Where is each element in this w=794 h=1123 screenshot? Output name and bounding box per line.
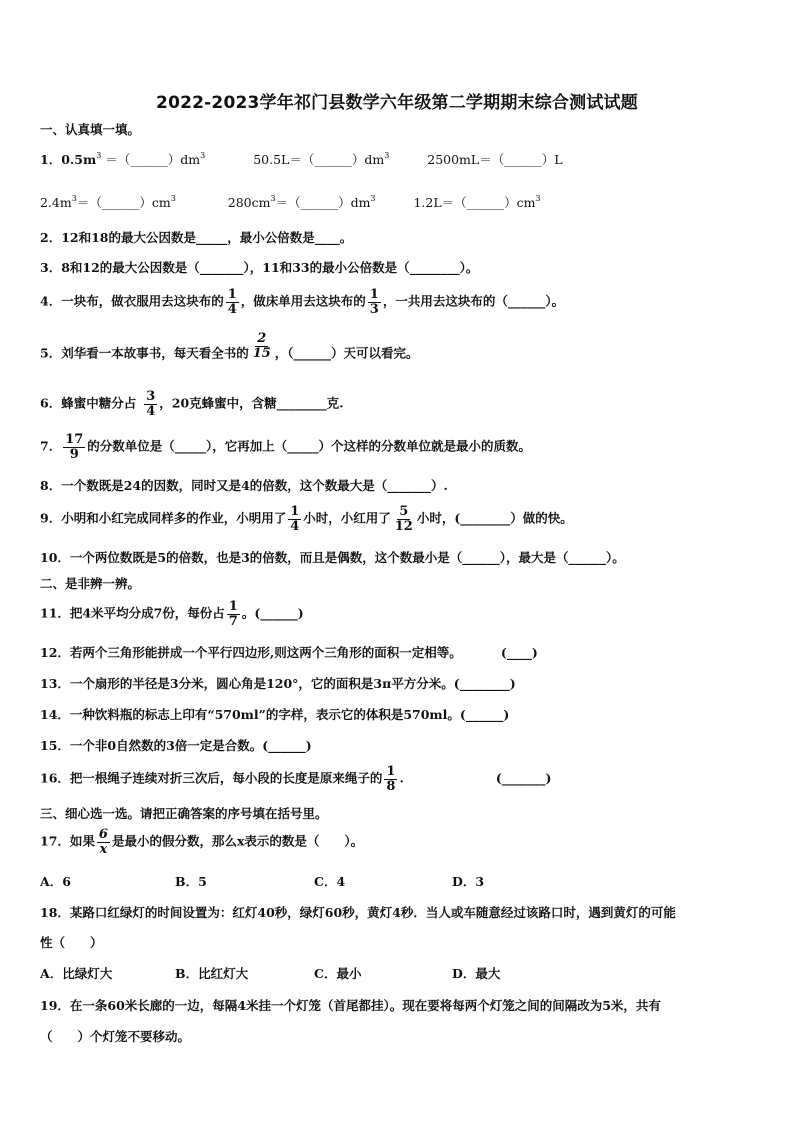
- q5-text-a: 5．刘华看一本故事书，每天看全书的: [40, 345, 249, 361]
- q4-fraction-1: [226, 288, 239, 316]
- q11-f-num: 1: [228, 599, 238, 614]
- question-1-row-1: [40, 152, 563, 167]
- q1-r2b-sup: 3: [270, 194, 276, 203]
- q17-option-c[interactable]: C．4: [314, 874, 346, 889]
- q9-f1-num: 1: [290, 504, 300, 519]
- q18-option-b[interactable]: B．比红灯大: [175, 966, 249, 981]
- q9-f1-den: 4: [290, 518, 300, 534]
- question-1-row-2: [40, 195, 541, 210]
- q1-r2a-sup: 3: [71, 194, 77, 203]
- section-1-heading: 一、认真填一填。: [40, 122, 141, 137]
- q17-f-num: 6: [98, 827, 108, 842]
- question-19-line-1: 19．在一条60米长廊的一边，每隔4米挂一个灯笼（首尾都挂）。现在要将每两个灯笼之间的间隔改为5米，共有: [40, 998, 661, 1013]
- q6-text-a: 6．蜂蜜中糖分占: [40, 395, 137, 411]
- q4-fraction-2: [368, 288, 381, 316]
- q7-fraction: [63, 433, 85, 461]
- question-3: 3．8和12的最大公因数是（_______），11和33的最小公倍数是（________）。: [40, 260, 479, 275]
- q16-text-a: 16．把一根绳子连续对折三次后，每小段的长度是原来绳子的: [40, 770, 383, 786]
- q18-option-c[interactable]: C．最小: [314, 966, 362, 981]
- question-18-line-2: 性（ ）: [40, 935, 103, 950]
- question-4: [40, 288, 564, 316]
- q7-f-den: 9: [69, 446, 79, 462]
- q11-text-b: 。(______): [241, 605, 304, 621]
- q6-fraction: [144, 390, 157, 418]
- q1-r1c: 2500mL＝（______）L: [427, 152, 563, 167]
- q1-r2b: 280cm: [227, 195, 271, 210]
- q5-f-den: 15: [252, 345, 271, 361]
- q4-text-b: ，做床单用去这块布的: [240, 293, 366, 309]
- q1-r1a: 0.5m: [61, 152, 97, 167]
- q1-r2c-sup: 3: [535, 194, 541, 203]
- q6-f-num: 3: [146, 389, 156, 404]
- q1-r1b: 50.5L＝（______）dm: [253, 152, 385, 167]
- q1-r1b-sup: 3: [384, 151, 390, 160]
- q17-option-b[interactable]: B．5: [175, 874, 207, 889]
- q18-option-a[interactable]: A．比绿灯大: [40, 966, 113, 981]
- q1-r1a-tail: ＝（______）dm: [101, 152, 201, 167]
- q9-fraction-2: [393, 505, 415, 533]
- q18-option-d[interactable]: D．最大: [452, 966, 501, 981]
- q6-f-den: 4: [146, 403, 156, 419]
- question-7: [40, 433, 531, 461]
- question-18-line-1: 18．某路口红绿灯的时间设置为：红灯40秒，绿灯60秒，黄灯4秒．当人或车随意经过该路口时，遇到黄灯的可能: [40, 905, 676, 920]
- q1-r2b-unit-sup: 3: [370, 194, 376, 203]
- q16-fraction: [384, 765, 397, 793]
- question-6: [40, 390, 344, 418]
- q4-f1-den: 4: [227, 301, 237, 317]
- question-9: [40, 505, 573, 533]
- q5-text-b: ，（______）天可以看完。: [274, 345, 419, 361]
- q1-r2a-unit-sup: 3: [170, 194, 176, 203]
- q9-text-b: 小时，小红用了: [303, 510, 391, 526]
- q16-f-num: 1: [386, 764, 396, 779]
- question-11: [40, 600, 304, 628]
- question-2: 2．12和18的最大公因数是_____，最小公倍数是____。: [40, 230, 353, 245]
- section-3-heading: 三、细心选一选。请把正确答案的序号填在括号里。: [40, 806, 328, 821]
- q11-text-a: 11．把4米平均分成7份，每份占: [40, 605, 225, 621]
- q16-text-c: (_______): [495, 770, 552, 786]
- q7-text-b: 的分数单位是（_____），它再加上（_____）个这样的分数单位就是最小的质数。: [87, 438, 532, 454]
- question-5: [40, 331, 419, 368]
- q16-text-b: .: [399, 770, 404, 786]
- q9-text-c: 小时，(________）做的快。: [416, 510, 573, 526]
- q5-fraction: [251, 332, 273, 360]
- q16-f-den: 8: [386, 778, 396, 794]
- q1-number: 1．: [40, 152, 62, 167]
- q5-f-num: 2: [257, 331, 267, 346]
- q1-r2b-tail: ＝（______）dm: [275, 195, 371, 210]
- q17-option-a[interactable]: A．6: [40, 874, 71, 889]
- question-16: [40, 765, 551, 793]
- question-8: 8．一个数既是24的因数，同时又是4的倍数，这个数最大是（_______）.: [40, 478, 448, 493]
- q11-fraction: [227, 600, 240, 628]
- q7-text-a: 7．: [40, 438, 62, 454]
- q4-f2-num: 1: [369, 287, 379, 302]
- section-2-heading: 二、是非辨一辨。: [40, 576, 141, 591]
- question-13: 13．一个扇形的半径是3分米，圆心角是120°，它的面积是3π平方分米。(________): [40, 676, 516, 691]
- q11-f-den: 7: [228, 613, 238, 629]
- q7-f-num: 17: [65, 432, 84, 447]
- q1-r2a: 2.4m: [40, 195, 72, 210]
- q1-r2c: 1.2L＝（______）cm: [413, 195, 536, 210]
- q9-f2-num: 5: [399, 504, 409, 519]
- question-14: 14．一种饮料瓶的标志上印有“570ml”的字样，表示它的体积是570ml。(______): [40, 707, 510, 722]
- question-15: 15．一个非0自然数的3倍一定是合数。(______): [40, 738, 312, 753]
- question-17: [40, 828, 363, 856]
- q17-f-den: x: [99, 841, 108, 857]
- q9-text-a: 9．小明和小红完成同样多的作业，小明用了: [40, 510, 287, 526]
- q4-f2-den: 3: [369, 301, 379, 317]
- q4-f1-num: 1: [227, 287, 237, 302]
- q1-r1a-sup: 3: [96, 151, 102, 160]
- q4-text-c: ，一共用去这块布的（______）。: [382, 293, 565, 309]
- q17-text-b: 是最小的假分数，那么x表示的数是（ ）。: [111, 833, 364, 849]
- page-title: 2022-2023学年祁门县数学六年级第二学期期末综合测试试题: [156, 93, 638, 113]
- q9-fraction-1: [288, 505, 301, 533]
- q1-r1a-unit-sup: 3: [200, 151, 206, 160]
- q1-r2a-tail: ＝（______）cm: [76, 195, 171, 210]
- q17-option-d[interactable]: D．3: [452, 874, 485, 889]
- question-19-line-2: （ ）个灯笼不要移动。: [40, 1029, 191, 1044]
- q17-text-a: 17．如果: [40, 833, 95, 849]
- question-10: 10．一个两位数既是5的倍数，也是3的倍数，而且是偶数，这个数最小是（______），最大是（______）。: [40, 550, 625, 565]
- q6-text-b: ，20克蜂蜜中，含糖________克.: [159, 395, 344, 411]
- q17-fraction: [97, 828, 110, 856]
- q4-text-a: 4．一块布，做衣服用去这块布的: [40, 293, 224, 309]
- q9-f2-den: 12: [394, 518, 413, 534]
- question-12: 12．若两个三角形能拼成一个平行四边形,则这两个三角形的面积一定相等。 (____): [40, 645, 538, 660]
